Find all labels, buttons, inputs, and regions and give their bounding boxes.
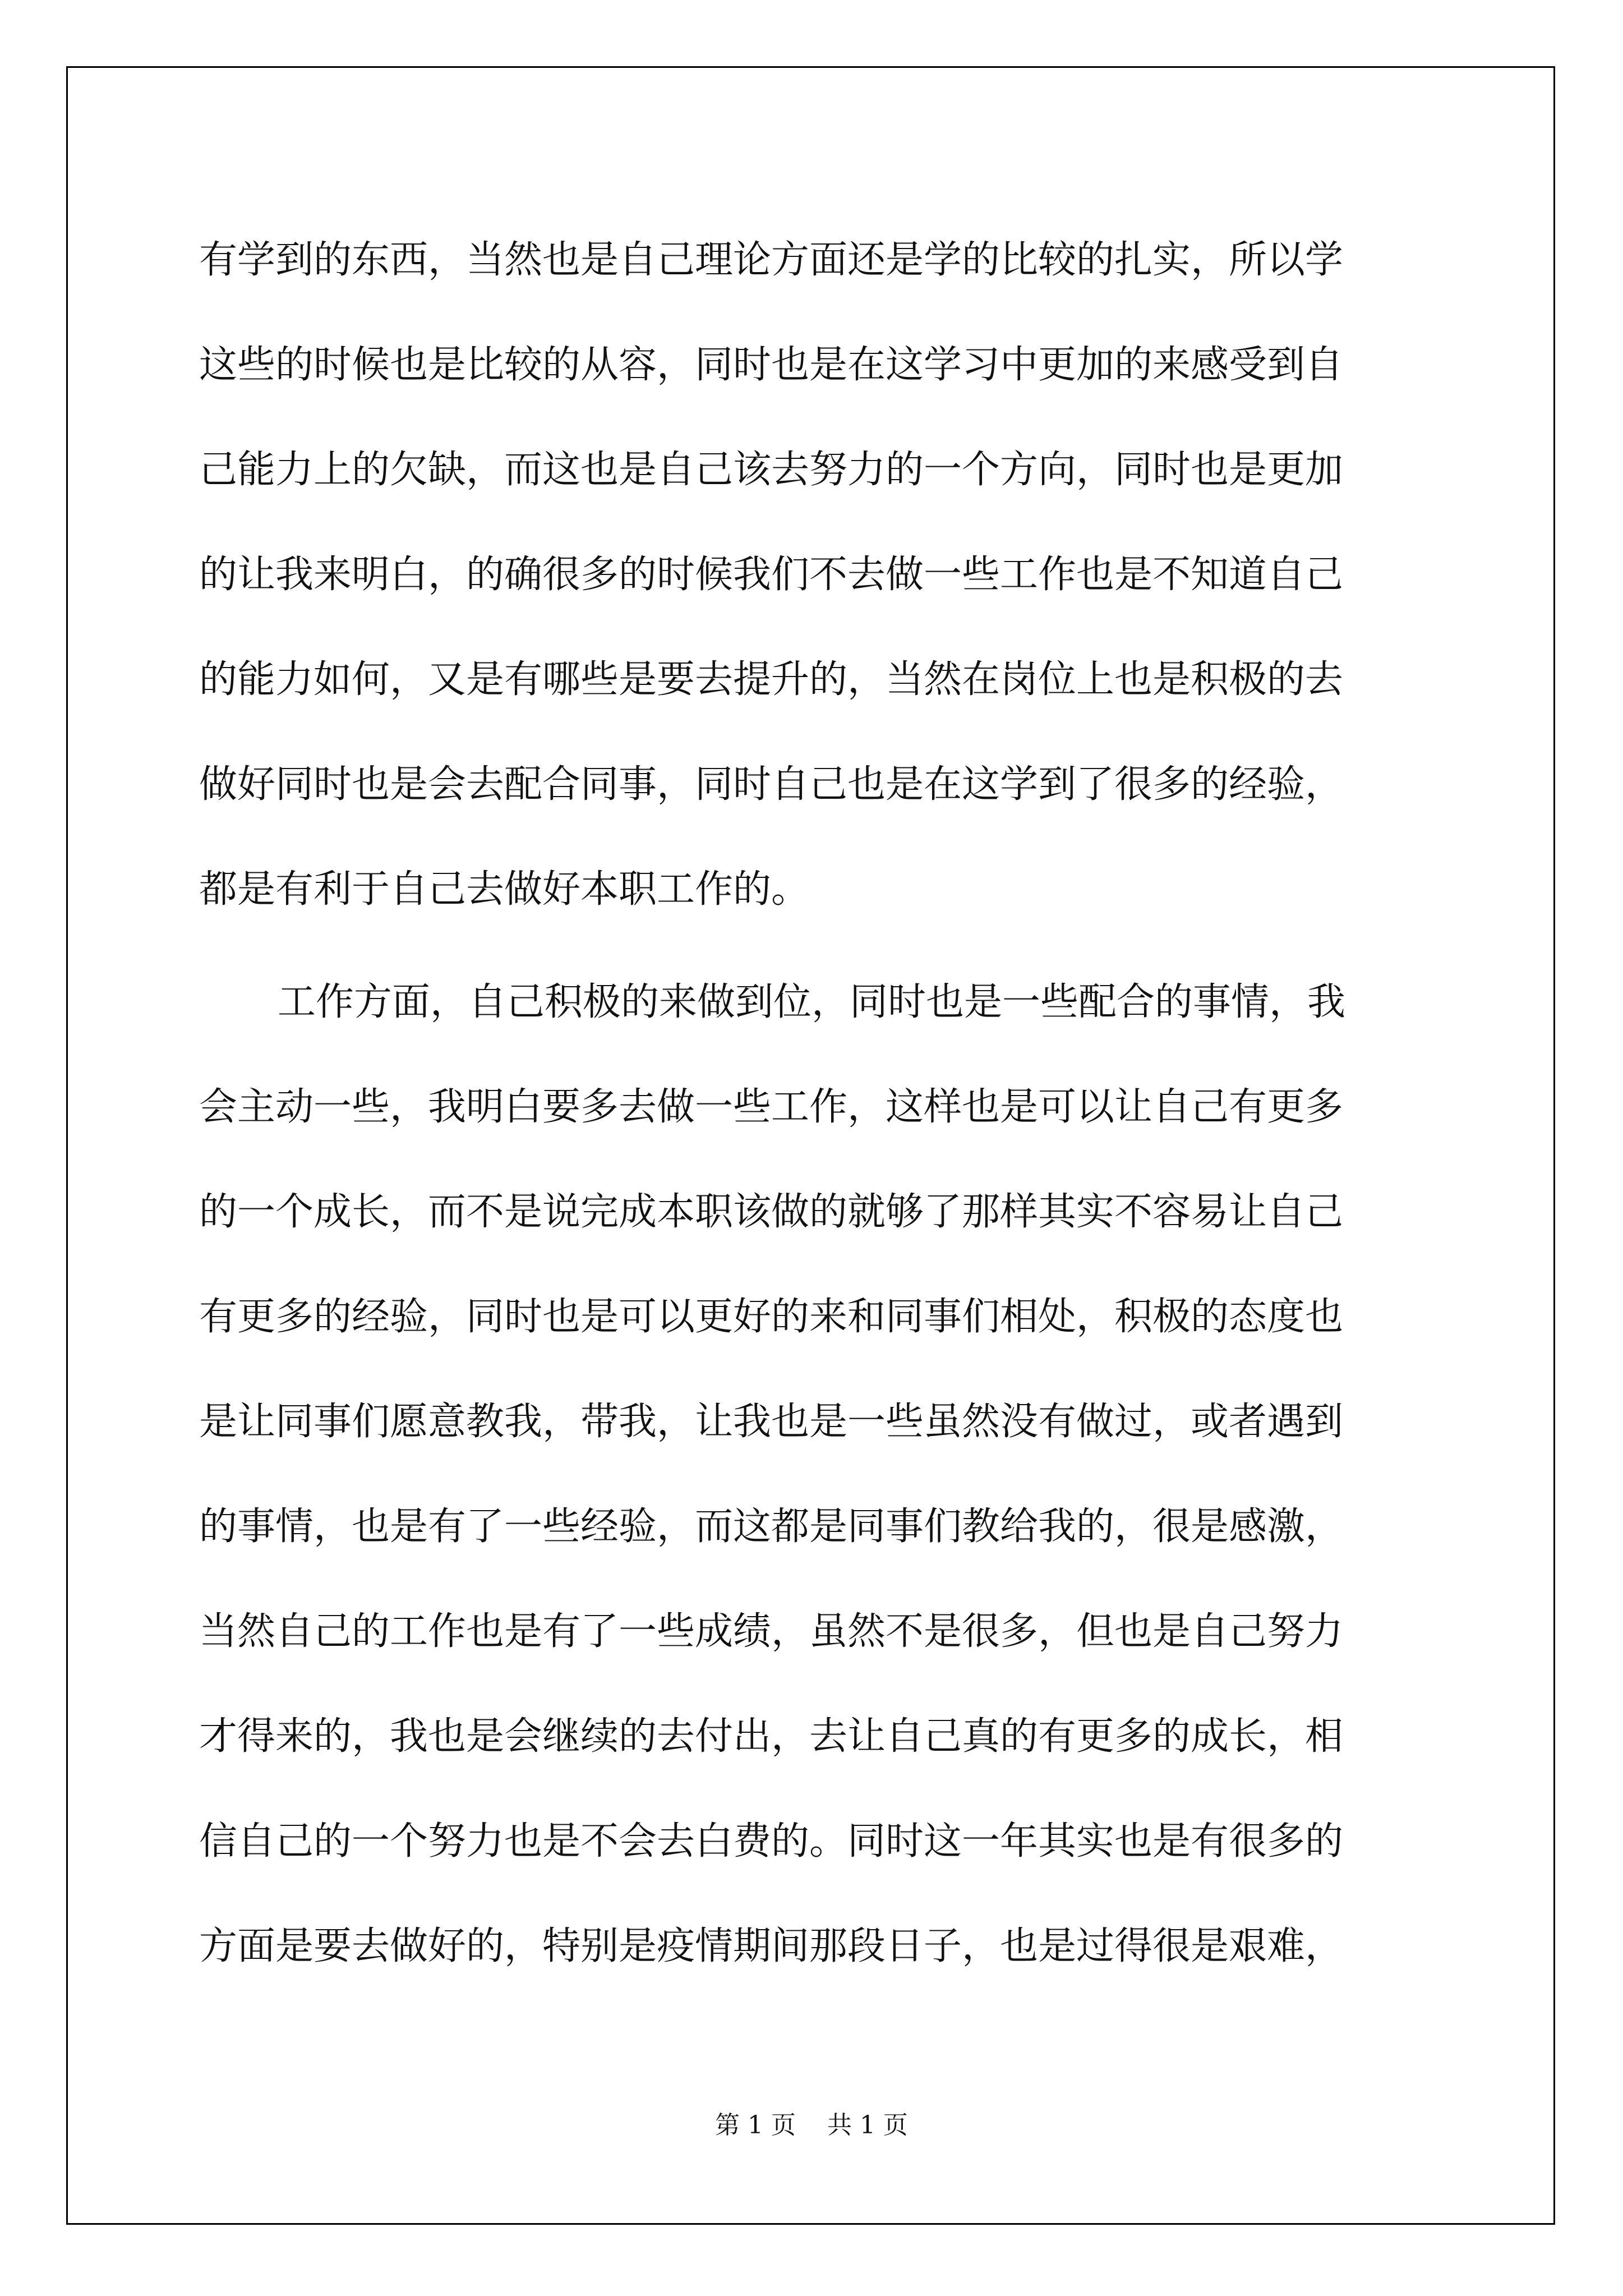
text-line: 都是有利于自己去做好本职工作的。 — [199, 867, 810, 912]
text-line: 的事情，也是有了一些经验，而这都是同事们教给我的，很是感激， — [199, 1504, 1344, 1549]
paragraph — [199, 208, 1427, 942]
document-body — [199, 208, 1427, 1999]
text-line: 才得来的，我也是会继续的去付出，去让自己真的有更多的成长，相 — [199, 1714, 1344, 1759]
paragraph — [199, 950, 1427, 1999]
text-line: 做好同时也是会去配合同事，同时自己也是在这学到了很多的经验， — [199, 762, 1344, 807]
text-line: 的能力如何，又是有哪些是要去提升的，当然在岗位上也是积极的去 — [199, 657, 1344, 702]
text-line: 的让我来明白，的确很多的时候我们不去做一些工作也是不知道自己 — [199, 553, 1344, 597]
text-line: 会主动一些，我明白要多去做一些工作，这样也是可以让自己有更多 — [199, 1085, 1344, 1129]
text-line: 的一个成长，而不是说完成本职该做的就够了那样其实不容易让自己 — [199, 1190, 1344, 1234]
text-line: 是让同事们愿意教我，带我，让我也是一些虽然没有做过，或者遇到 — [199, 1400, 1344, 1444]
text-line: 有学到的东西，当然也是自己理论方面还是学的比较的扎实，所以学 — [199, 238, 1344, 282]
text-line: 工作方面，自己积极的来做到位，同时也是一些配合的事情，我 — [278, 980, 1346, 1024]
text-line: 这些的时候也是比较的从容，同时也是在这学习中更加的来感受到自 — [199, 343, 1344, 387]
text-line: 信自己的一个努力也是不会去白费的。同时这一年其实也是有很多的 — [199, 1819, 1344, 1864]
text-line: 方面是要去做好的，特别是疫情期间那段日子，也是过得很是艰难， — [199, 1924, 1344, 1968]
paragraph-gap — [199, 942, 1427, 950]
text-line: 有更多的经验，同时也是可以更好的来和同事们相处，积极的态度也 — [199, 1295, 1344, 1339]
text-line: 己能力上的欠缺，而这也是自己该去努力的一个方向，同时也是更加 — [199, 448, 1344, 492]
text-line: 当然自己的工作也是有了一些成绩，虽然不是很多，但也是自己努力 — [199, 1609, 1344, 1654]
page-footer: 第 1 页 共 1 页 — [715, 2111, 908, 2139]
